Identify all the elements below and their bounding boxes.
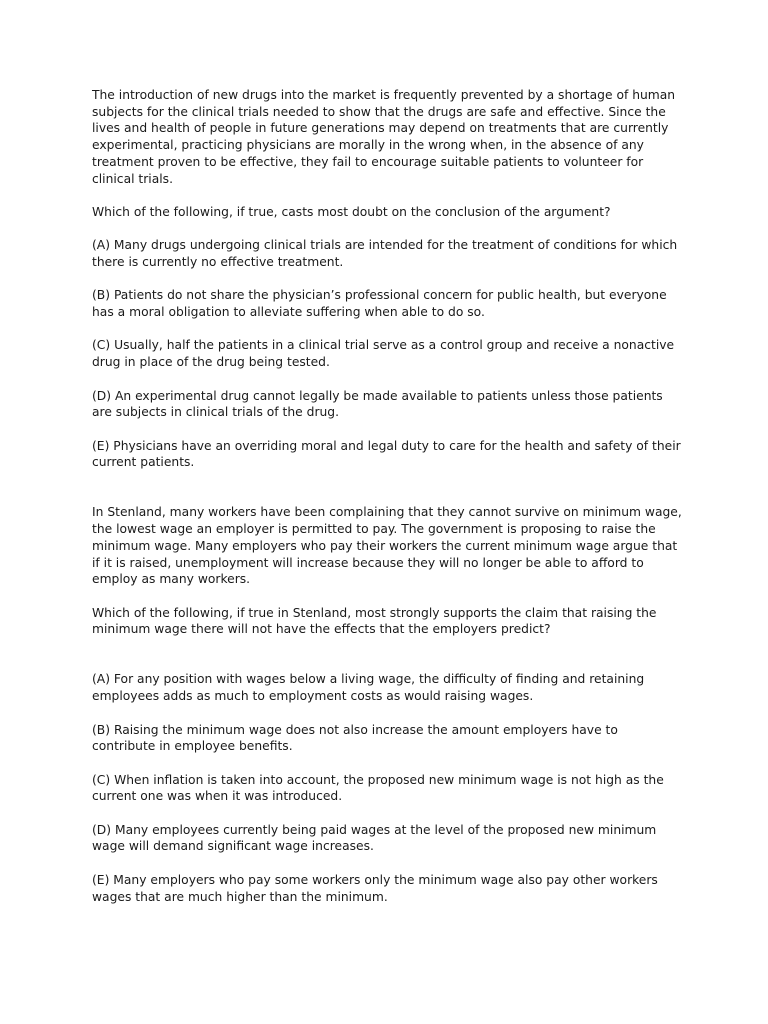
q2-option-c: (C) When inflation is taken into account, the proposed new minimum wage is not high as the current one was when it was introduced.	[92, 772, 664, 804]
q2-option-b: (B) Raising the minimum wage does not also increase the amount employers have to contribute in employee benefits.	[92, 722, 618, 754]
q2-option-e: (E) Many employers who pay some workers only the minimum wage also pay other workers wages that are much higher than the minimum.	[92, 872, 658, 904]
q1-option-e: (E) Physicians have an overriding moral and legal duty to care for the health and safety of their current patients.	[92, 438, 681, 470]
section-spacer	[92, 488, 684, 505]
q1-option-c: (C) Usually, half the patients in a clinical trial serve as a control group and receive a nonactive drug in place of the drug being tested.	[92, 338, 675, 370]
q2-option-d: (D) Many employees currently being paid wages at the level of the proposed new minimum wage will demand significant wage increases.	[92, 822, 657, 854]
q1-question: Which of the following, if true, casts most doubt on the conclusion of the argument?	[92, 204, 611, 219]
q1-option-a: (A) Many drugs undergoing clinical trials are intended for the treatment of conditions for which there is currently no effective treatment.	[92, 238, 678, 269]
q1-option-b: (B) Patients do not share the physician’s professional concern for public health, but everyone has a moral obligation to alleviate suffering when able to do so.	[92, 288, 667, 320]
q2-option-a: (A) For any position with wages below a living wage, the difficulty of finding and retaining employees adds as much to employment costs as would raising wages.	[92, 672, 645, 704]
q2-stimulus: In Stenland, many workers have been complaining that they cannot survive on minimum wage, the lowest wage an employer is permitted to pay. The government is proposing to raise the minimum wage. Many employers who pay their workers the current minimum wage argue that if it is raised, unemployment will increase because they will no longer be able to afford to employ as many workers.	[92, 505, 682, 587]
q1-option-d: (D) An experimental drug cannot legally be made available to patients unless those patients are subjects in clinical trials of the drug.	[92, 388, 663, 420]
document-page	[92, 87, 684, 922]
question-spacer	[92, 655, 684, 672]
q1-stimulus: The introduction of new drugs into the market is frequently prevented by a shortage of human subjects for the clinical trials needed to show that the drugs are safe and effective. Since the lives and health of people in future generations may depend on treatments that are currently experimental, practicing physicians are morally in the wrong when, in the absence of any treatment proven to be effective, they fail to encourage suitable patients to volunteer for clinical trials.	[92, 88, 676, 186]
q2-question: Which of the following, if true in Stenland, most strongly supports the claim that raising the minimum wage there will not have the effects that the employers predict?	[92, 605, 657, 637]
